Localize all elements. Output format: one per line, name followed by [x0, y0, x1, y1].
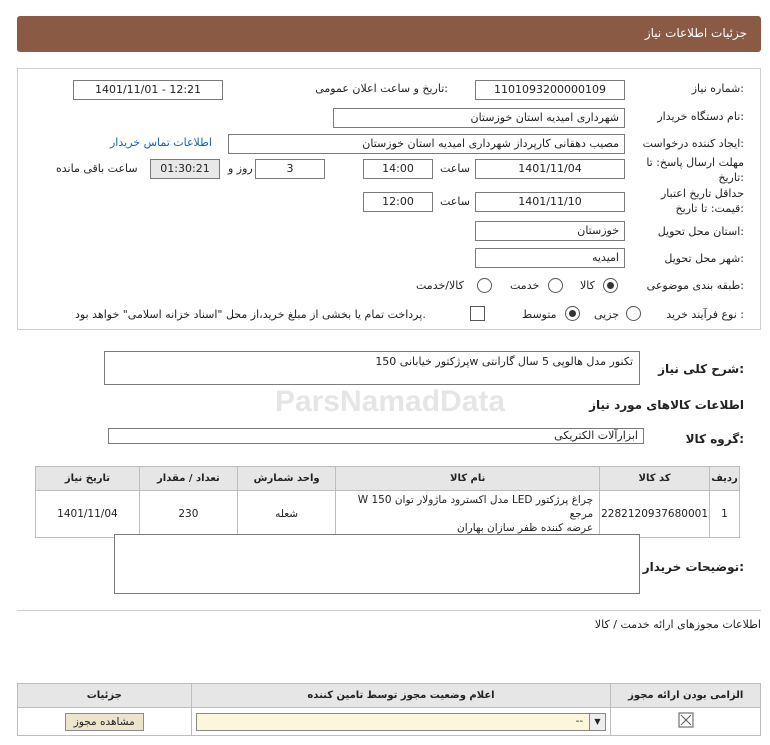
licenses-title: اطلاعات مجوزهای ارائه خدمت / کالا [594, 618, 761, 631]
view-license-button[interactable]: مشاهده مجوز [65, 713, 144, 731]
creator-label: ایجاد کننده درخواست: [642, 137, 744, 150]
license-details-cell [18, 708, 192, 736]
deadline-date-field[interactable]: 1401/11/04 [475, 159, 625, 179]
days-label: روز و [228, 162, 253, 175]
remaining-time-field: 01:30:21 [150, 159, 220, 179]
goods-section-title: اطلاعات کالاهای مورد نیاز [589, 398, 744, 412]
province-label: استان محل تحویل: [657, 225, 744, 238]
row-qty: 230 [139, 491, 237, 538]
license-status-value: -- [575, 716, 583, 727]
watermark-brand: ParsNamadData [274, 385, 506, 418]
process-radio-medium[interactable] [565, 306, 580, 321]
chevron-down-icon[interactable]: ▼ [589, 714, 605, 730]
col-code: کد کالا [600, 467, 710, 491]
category-option-both: کالا/خدمت [416, 279, 464, 292]
province-field[interactable]: خوزستان [475, 221, 625, 241]
license-required-cell [611, 708, 761, 736]
goods-group-label: گروه کالا: [685, 432, 744, 446]
col-date: تاریخ نیاز [36, 467, 140, 491]
license-row [18, 708, 761, 736]
col-unit: واحد شمارش [237, 467, 335, 491]
validity-time-field[interactable]: 12:00 [363, 192, 433, 212]
lic-col-required: الزامی بودن ارائه مجوز [611, 684, 761, 708]
deadline-label: مهلت ارسال پاسخ: تا تاریخ: [646, 156, 744, 184]
announce-label: تاریخ و ساعت اعلان عمومی: [315, 82, 448, 95]
treasury-payment-text: پرداخت تمام یا بخشی از مبلغ خرید،از محل "اسناد خزانه اسلامی" خواهد بود. [75, 308, 426, 321]
page-header [17, 16, 761, 52]
goods-group-field[interactable]: ابزارآلات الکتریکی [108, 428, 644, 444]
checked-box-icon [678, 712, 694, 728]
days-field[interactable]: 3 [255, 159, 325, 179]
deadline-time-label: ساعت [440, 162, 470, 175]
row-unit: شعله [237, 491, 335, 538]
page-title: جزئیات اطلاعات نیاز [644, 26, 747, 40]
treasury-payment-checkbox[interactable] [470, 306, 485, 321]
category-radio-goods[interactable] [603, 278, 618, 293]
buyer-field[interactable]: شهرداری امیدیه استان خوزستان [333, 108, 625, 128]
col-qty: تعداد / مقدار [139, 467, 237, 491]
category-option-service: خدمت [510, 279, 540, 292]
validity-label-1: حداقل تاریخ اعتبار [660, 187, 744, 200]
buyer-notes-field[interactable] [114, 534, 640, 594]
city-label: شهر محل تحویل: [664, 252, 744, 265]
contact-buyer-link[interactable]: اطلاعات تماس خریدار [110, 136, 212, 149]
process-option-medium: متوسط [522, 308, 557, 321]
remaining-label: ساعت باقی مانده [56, 162, 138, 175]
licenses-table [17, 683, 761, 736]
table-row[interactable] [36, 491, 740, 538]
row-name [336, 491, 600, 538]
licenses-table-header [18, 684, 761, 708]
process-label: نوع فرآیند خرید : [666, 308, 744, 321]
summary-label: شرح کلی نیاز: [658, 362, 744, 376]
category-label: طبقه بندی موضوعی: [646, 279, 744, 292]
lic-col-details: جزئیات [18, 684, 192, 708]
validity-date-field[interactable]: 1401/11/10 [475, 192, 625, 212]
row-code: 2282120937680001 [600, 491, 710, 538]
lic-col-status: اعلام وضعیت مجوز توسط تامین کننده [191, 684, 611, 708]
validity-time-label: ساعت [440, 195, 470, 208]
row-index: 1 [710, 491, 740, 538]
row-name-line-2: عرضه کننده ظفر سازان بهاران [457, 522, 594, 534]
summary-field[interactable]: پرژکتور خیابانی 150w تکنور مدل هالوپی 5 سال گارانتی [104, 351, 640, 385]
announce-field[interactable]: 1401/11/01 - 12:21 [73, 80, 223, 100]
category-option-goods: کالا [580, 279, 595, 292]
need-number-label: شماره نیاز: [691, 82, 744, 95]
creator-field[interactable]: مصیب دهقانی کارپرداز شهرداری امیدیه استان خوزستان [228, 134, 625, 154]
city-field[interactable]: امیدیه [475, 248, 625, 268]
goods-table-header [36, 467, 740, 491]
license-status-cell [191, 708, 611, 736]
section-divider [17, 610, 761, 611]
deadline-time-field[interactable]: 14:00 [363, 159, 433, 179]
need-number-field[interactable]: 1101093200000109 [475, 80, 625, 100]
process-option-partial: جزیی [594, 308, 620, 321]
buyer-label: نام دستگاه خریدار: [657, 110, 744, 123]
row-name-line-1: چراغ پرژکتور LED مدل اکسترود ماژولار توان 150 W مرجع [357, 494, 594, 520]
process-radio-partial[interactable] [626, 306, 641, 321]
col-index: ردیف [710, 467, 740, 491]
col-name: نام کالا [336, 467, 600, 491]
validity-label-2: قیمت: تا تاریخ: [675, 202, 744, 215]
category-radio-service[interactable] [548, 278, 563, 293]
goods-table [35, 466, 740, 538]
license-status-select[interactable] [196, 713, 606, 731]
category-radio-both[interactable] [477, 278, 492, 293]
row-date: 1401/11/04 [36, 491, 140, 538]
buyer-notes-label: توضیحات خریدار: [642, 560, 744, 574]
